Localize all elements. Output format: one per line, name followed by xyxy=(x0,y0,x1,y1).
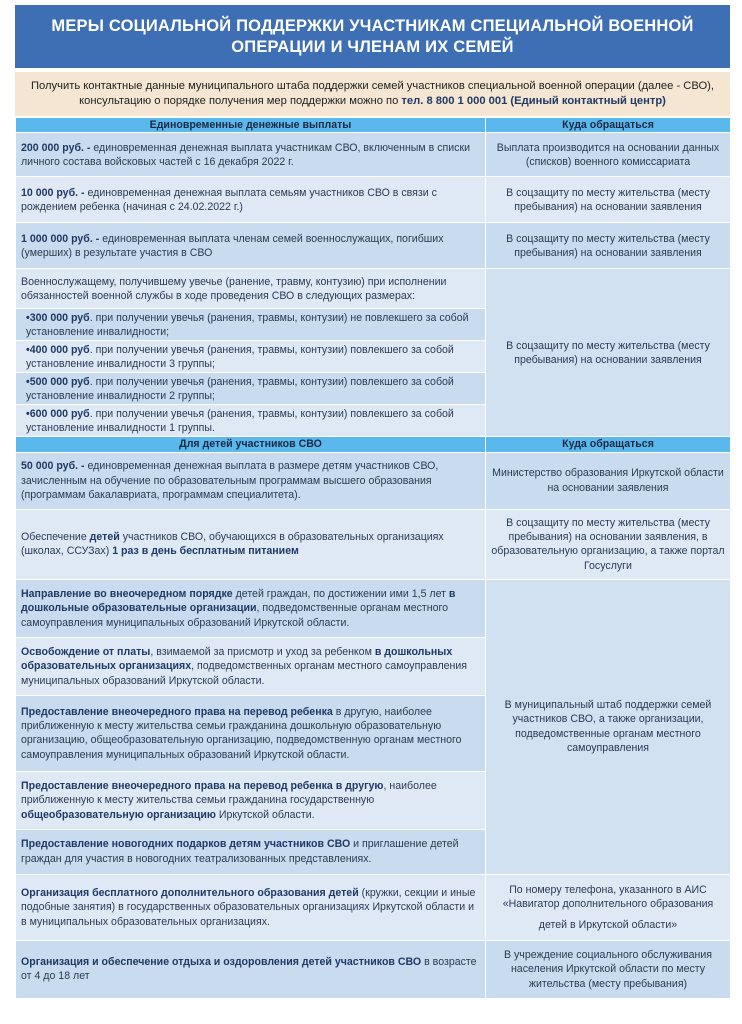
measure-cell: 1 000 000 руб. - единовременная выплата членам семей военнослужащих, погибших (умерших) в результате участия в СВО xyxy=(16,223,486,269)
section-header-children xyxy=(16,437,731,452)
measure-cell: 50 000 руб. - единовременная денежная выплата в размере детям участников СВО, зачисленным на обучение по образовательным программам высшего образования (программам бакалавриата, программам специалитета). xyxy=(16,452,486,509)
measure-cell: Военнослужащему, получившему увечье (ранение, травму, контузию) при исполнении обязанностей военной службы в ходе проведения СВО в следующих размерах: xyxy=(16,269,486,309)
measure-cell: Организация бесплатного дополнительного образования детей (кружки, секции и иные подобные занятия) в государственных образовательных организациях Иркутской области и в муниципальных образовательных организациях. xyxy=(16,874,486,940)
contact-info-line-2: консультацию о порядке получения мер поддержки можно по тел. 8 800 1 000 001 (Единый контактный центр) xyxy=(79,95,666,107)
table-row xyxy=(16,177,731,223)
measure-cell: Освобождение от платы, взимаемой за присмотр и уход за ребенком в дошкольных образовательных организациях, подведомственных органам местного самоуправления муниципальных образований Иркутской области. xyxy=(16,637,486,695)
measure-subitem: •300 000 руб. при получении увечья (ранения, травмы, контузии) не повлекшего за собой установление инвалидности; xyxy=(16,309,486,341)
support-measures-table xyxy=(15,117,731,999)
where-cell: В учреждение социального обслуживания населения Иркутской области по месту жительства (месту пребывания) xyxy=(486,940,731,998)
where-cell: По номеру телефона, указанного в АИС «Навигатор дополнительного образования детей в Иркутской области» xyxy=(486,874,731,940)
table-row xyxy=(16,874,731,940)
section-header-payments xyxy=(16,118,731,133)
page-title-line-1: МЕРЫ СОЦИАЛЬНОЙ ПОДДЕРЖКИ УЧАСТНИКАМ СПЕЦИАЛЬНОЙ ВОЕННОЙ xyxy=(51,16,694,35)
measure-cell: Организация и обеспечение отдыха и оздоровления детей участников СВО в возрасте от 4 до 18 лет xyxy=(16,940,486,998)
measure-cell: 200 000 руб. - единовременная денежная выплата участникам СВО, включенным в списки личного состава войсковых частей с 16 декабря 2022 г. xyxy=(16,133,486,177)
measure-cell: 10 000 руб. - единовременная денежная выплата семьям участников СВО в связи с рождением ребенка (начиная с 24.02.2022 г.) xyxy=(16,177,486,223)
table-row xyxy=(16,133,731,177)
contact-info-line-1: Получить контактные данные муниципального штаба поддержки семей участников специальной военной операции (далее - СВО), xyxy=(30,80,715,92)
table-row xyxy=(16,269,731,309)
contact-phone: тел. 8 800 1 000 001 (Единый контактный центр) xyxy=(401,95,666,107)
table-row xyxy=(16,509,731,579)
table-row xyxy=(16,579,731,637)
section-header-left: Единовременные денежные выплаты xyxy=(16,118,486,133)
where-cell: В соцзащиту по месту жительства (месту пребывания) на основании заявления xyxy=(486,223,731,269)
measure-cell: Обеспечение детей участников СВО, обучающихся в образовательных организациях (школах, ССУЗах) 1 раз в день бесплатным питанием xyxy=(16,509,486,579)
measure-cell: Предоставление новогодних подарков детям участников СВО и приглашение детей граждан для участия в новогодних театрализованных представлениях. xyxy=(16,829,486,874)
measure-cell: Предоставление внеочередного права на перевод ребенка в другую, наиболее приближенную к месту жительства семьи гражданина дошкольную образовательную организацию, общеобразовательную организацию, подведомственную органам местного самоуправления муниципальных образований Иркутской области. xyxy=(16,695,486,771)
where-cell: В соцзащиту по месту жительства (месту пребывания) на основании заявления, в образовательную организацию, а также портал Госуслуги xyxy=(486,509,731,579)
where-cell: Министерство образования Иркутской области на основании заявления xyxy=(486,452,731,509)
section-header-right: Куда обращаться xyxy=(486,437,731,452)
page-header xyxy=(15,5,730,68)
measure-subitem: •500 000 руб. при получении увечья (ранения, травмы, контузии) повлекшего за собой установление инвалидности 2 группы; xyxy=(16,373,486,405)
where-cell: В соцзащиту по месту жительства (месту пребывания) на основании заявления xyxy=(486,269,731,437)
section-header-left: Для детей участников СВО xyxy=(16,437,486,452)
measure-subitem: •400 000 руб. при получении увечья (ранения, травмы, контузии) повлекшего за собой установление инвалидности 3 группы; xyxy=(16,341,486,373)
page-title-line-2: ОПЕРАЦИИ И ЧЛЕНАМ ИХ СЕМЕЙ xyxy=(231,37,514,56)
table-row xyxy=(16,452,731,509)
where-cell: В соцзащиту по месту жительства (месту пребывания) на основании заявления xyxy=(486,177,731,223)
where-cell: Выплата производится на основании данных (списков) военного комиссариата xyxy=(486,133,731,177)
measure-subitem: •600 000 руб. при получении увечья (ранения, травмы, контузии) повлекшего за собой установление инвалидности 1 группы. xyxy=(16,405,486,437)
table-row xyxy=(16,223,731,269)
section-header-right: Куда обращаться xyxy=(486,118,731,133)
where-cell: В муниципальный штаб поддержки семей участников СВО, а также организации, подведомственные органам местного самоуправления xyxy=(486,579,731,874)
contact-info xyxy=(15,72,730,116)
measure-cell: Направление во внеочередном порядке детей граждан, по достижении ими 1,5 лет в дошкольные образовательные организации, подведомственные органам местного самоуправления муниципальных образований Иркутской области. xyxy=(16,579,486,637)
measure-cell: Предоставление внеочередного права на перевод ребенка в другую, наиболее приближенную к месту жительства семьи гражданина государственную общеобразовательную организацию Иркутской области. xyxy=(16,771,486,829)
table-row xyxy=(16,940,731,998)
